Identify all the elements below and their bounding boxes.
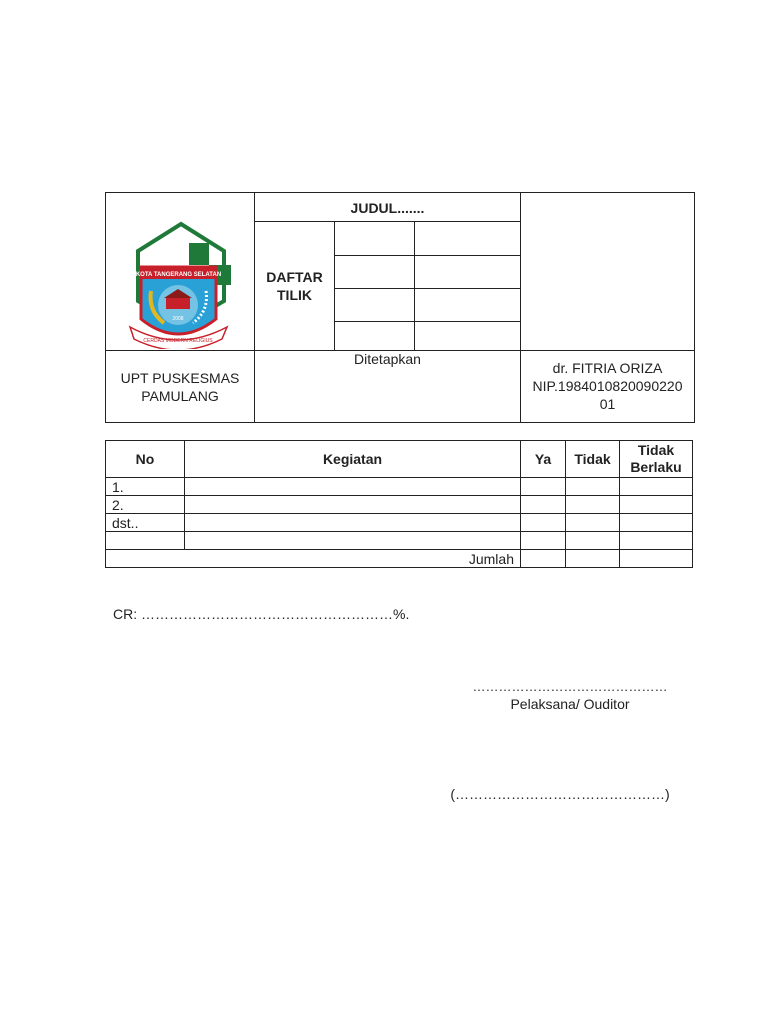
signer-name: dr. FITRIA ORIZA	[552, 360, 663, 376]
organization-name: UPT PUSKESMAS PAMULANG	[120, 370, 240, 404]
row-ya	[521, 496, 566, 514]
cr-label: CR:	[113, 606, 141, 622]
puskesmas-logo	[124, 221, 236, 354]
row-ya	[521, 514, 566, 532]
document-header	[105, 192, 695, 423]
table-row	[106, 496, 693, 514]
table-row	[106, 532, 693, 550]
total-label: Jumlah	[106, 550, 521, 568]
row-tidak	[566, 478, 620, 496]
signature-place-date: ………………………………………	[472, 679, 668, 694]
col-kegiatan: Kegiatan	[185, 441, 521, 478]
row-no	[106, 532, 185, 550]
svg-text:KOTA TANGERANG SELATAN: KOTA TANGERANG SELATAN	[135, 272, 222, 278]
cr-line	[113, 606, 409, 622]
row-tidak	[566, 532, 620, 550]
document-title: JUDUL.......	[350, 200, 425, 216]
signer-nip: NIP.1984010820090220	[532, 378, 683, 394]
row-kegiatan	[185, 478, 521, 496]
row-tidak	[566, 496, 620, 514]
total-ya	[521, 550, 566, 568]
col-ya: Ya	[521, 441, 566, 478]
col-tidak: Tidak	[566, 441, 620, 478]
total-tidak	[566, 550, 620, 568]
city-emblem-icon	[124, 221, 236, 349]
svg-text:CERDAS MODERN RELIGIUS: CERDAS MODERN RELIGIUS	[143, 338, 213, 344]
row-tidak-berlaku	[620, 496, 693, 514]
row-no: dst..	[106, 514, 185, 532]
col-tidak-berlaku: Tidak Berlaku	[620, 441, 693, 478]
row-tidak-berlaku	[620, 478, 693, 496]
document-type: DAFTAR TILIK	[266, 269, 323, 303]
signer-block: dr. FITRIA ORIZA NIP.1984010820090220 01	[521, 359, 694, 413]
svg-text:2008: 2008	[172, 316, 184, 322]
row-no: 1.	[106, 478, 185, 496]
row-tidak	[566, 514, 620, 532]
total-tidak-berlaku	[620, 550, 693, 568]
total-row	[106, 550, 693, 568]
row-ya	[521, 532, 566, 550]
approved-label: Ditetapkan	[354, 351, 421, 367]
signature-name-placeholder: (………………………………………)	[450, 786, 670, 802]
row-kegiatan	[185, 514, 521, 532]
row-tidak-berlaku	[620, 514, 693, 532]
row-kegiatan	[185, 496, 521, 514]
table-row	[106, 514, 693, 532]
row-no: 2.	[106, 496, 185, 514]
row-kegiatan	[185, 532, 521, 550]
col-no: No	[106, 441, 185, 478]
row-ya	[521, 478, 566, 496]
signature-role: Pelaksana/ Ouditor	[510, 696, 630, 712]
table-row	[106, 478, 693, 496]
checklist-table	[105, 440, 693, 568]
cr-dots: ………………………………………………	[141, 606, 393, 622]
table-header-row	[106, 441, 693, 478]
cr-suffix: %.	[393, 606, 410, 622]
row-tidak-berlaku	[620, 532, 693, 550]
